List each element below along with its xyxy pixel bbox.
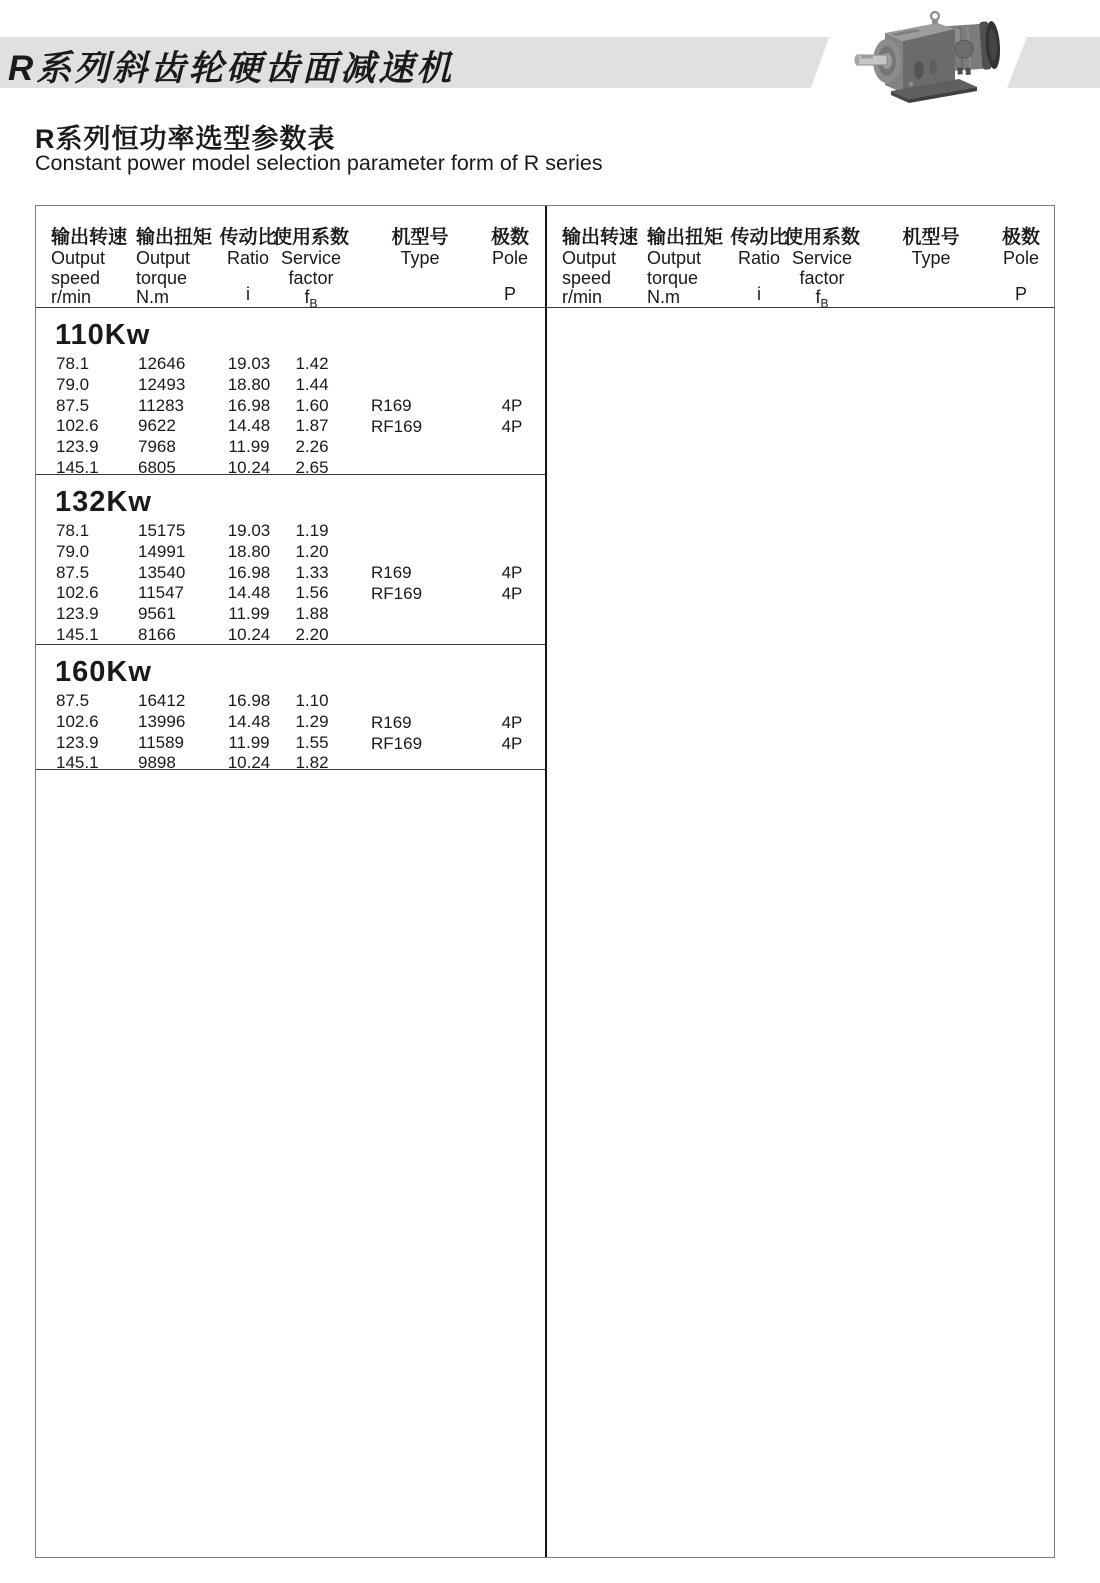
cell-output-speed: 102.6	[56, 711, 99, 731]
cell-service-factor: 1.44	[295, 374, 329, 394]
section-rows	[36, 521, 545, 645]
cell-output-speed: 123.9	[56, 604, 99, 624]
type-value: RF169	[371, 733, 423, 753]
table-row	[36, 521, 545, 542]
table-row	[36, 733, 545, 754]
header-en: Service	[280, 248, 342, 268]
header-zh: 输出扭矩	[647, 227, 724, 248]
table-title-zh: R系列恒功率选型参数表	[35, 124, 336, 154]
header-en: Pole	[1002, 248, 1040, 268]
header-unit: N.m	[136, 287, 169, 307]
factor-symbol: f	[304, 287, 310, 307]
table-row	[36, 437, 545, 458]
column-header-pole	[482, 226, 538, 304]
cell-output-torque: 9622	[138, 416, 176, 436]
power-section	[36, 475, 545, 645]
column-header-ratio	[217, 226, 279, 304]
cell-service-factor: 1.29	[295, 711, 329, 731]
cell-service-factor: 1.33	[295, 562, 329, 582]
cell-output-speed: 145.1	[56, 624, 99, 644]
cell-ratio: 11.99	[228, 437, 270, 457]
header-zh: 输出转速	[51, 227, 128, 248]
header-en: speed	[562, 267, 612, 288]
table-title-en: Constant power model selection parameter form of R series	[35, 151, 603, 175]
table-center-divider	[545, 206, 547, 1557]
cell-output-torque: 11283	[138, 395, 185, 415]
table-panel-right	[547, 206, 1055, 1557]
header-unit-fb	[815, 288, 828, 314]
cell-output-torque: 11589	[138, 732, 185, 752]
cell-ratio: 16.98	[227, 395, 271, 415]
header-unit: r/min	[562, 287, 602, 307]
table-header	[547, 206, 1055, 311]
cell-service-factor: 1.20	[295, 541, 329, 561]
cell-ratio: 10.24	[227, 753, 271, 770]
type-list	[371, 712, 422, 754]
cell-ratio: 14.48	[227, 711, 271, 731]
cell-ratio: 16.98	[227, 562, 271, 582]
column-header-pole	[993, 226, 1049, 304]
cell-ratio: 19.03	[227, 521, 271, 540]
cell-output-speed: 87.5	[56, 562, 90, 582]
section-rows	[36, 354, 545, 475]
header-en: Output	[647, 248, 702, 268]
column-header-service-factor	[784, 226, 861, 311]
pole-list	[486, 712, 538, 754]
type-list	[371, 395, 422, 437]
table-row	[36, 354, 545, 375]
column-header-output-speed	[562, 226, 650, 307]
cell-output-speed: 145.1	[56, 457, 99, 475]
cell-output-speed: 79.0	[56, 541, 90, 561]
pole-value: 4P	[501, 712, 523, 732]
cell-service-factor: 2.20	[295, 624, 329, 644]
table-row	[36, 416, 545, 437]
header-en: Output	[562, 248, 617, 268]
cell-ratio: 10.24	[227, 624, 271, 644]
header-zh: 机型号	[902, 227, 960, 248]
header-unit: P	[503, 284, 516, 304]
table-panel-left	[36, 206, 545, 1557]
cell-output-torque: 9561	[138, 604, 176, 624]
header-zh: 输出扭矩	[136, 227, 213, 248]
cell-ratio: 11.99	[228, 732, 270, 752]
table-row	[36, 542, 545, 563]
cell-service-factor: 1.19	[295, 521, 329, 540]
cell-service-factor: 1.10	[295, 691, 329, 710]
cell-ratio: 14.48	[227, 416, 271, 436]
table-row	[36, 691, 545, 712]
column-header-type	[367, 226, 473, 304]
header-en: torque	[136, 267, 188, 288]
cell-output-torque: 7968	[138, 437, 176, 457]
cell-output-speed: 79.0	[56, 374, 90, 394]
parameter-table	[35, 205, 1055, 1558]
cell-output-torque: 8166	[138, 624, 176, 644]
banner-accent-stripe	[1007, 37, 1100, 88]
cell-service-factor: 1.82	[295, 753, 329, 770]
cell-service-factor: 2.26	[295, 437, 329, 457]
cell-service-factor: 1.88	[295, 604, 329, 624]
header-en: Pole	[491, 248, 529, 268]
pole-list	[486, 395, 538, 437]
cell-output-speed: 102.6	[56, 416, 99, 436]
cell-service-factor: 1.55	[295, 732, 329, 752]
header-unit: N.m	[647, 287, 680, 307]
table-row	[36, 712, 545, 733]
header-en: torque	[647, 267, 699, 288]
cell-output-torque: 13996	[138, 711, 186, 731]
header-zh: 输出转速	[562, 227, 639, 248]
cell-output-torque: 12493	[138, 374, 186, 394]
cell-output-speed: 123.9	[56, 437, 99, 457]
cell-output-speed: 78.1	[56, 354, 90, 373]
type-value: RF169	[371, 584, 423, 604]
cell-output-torque: 14991	[138, 541, 186, 561]
pole-value: 4P	[501, 733, 523, 753]
table-row	[36, 583, 545, 604]
power-section	[36, 645, 545, 770]
header-unit: i	[246, 284, 250, 304]
header-en: Output	[136, 248, 191, 268]
header-zh: 使用系数	[273, 227, 350, 248]
header-en: Type	[400, 248, 440, 268]
header-zh: 传动比	[219, 227, 277, 248]
header-zh: 传动比	[730, 227, 788, 248]
cell-ratio: 18.80	[227, 374, 271, 394]
cell-ratio: 16.98	[227, 691, 271, 710]
cell-output-torque: 12646	[138, 354, 186, 373]
header-en: factor	[288, 267, 334, 288]
power-section	[36, 308, 545, 475]
factor-symbol: f	[815, 287, 821, 307]
table-row	[36, 753, 545, 770]
cell-service-factor: 1.87	[295, 416, 329, 436]
header-en: Ratio	[226, 248, 270, 268]
header-zh: 使用系数	[784, 227, 861, 248]
pole-value: 4P	[501, 563, 523, 583]
cell-service-factor: 1.60	[295, 395, 329, 415]
cell-output-torque: 6805	[138, 457, 176, 475]
gear-reducer-photo	[845, 8, 1010, 103]
header-en: factor	[799, 267, 845, 288]
cell-ratio: 19.03	[227, 354, 271, 373]
column-header-type	[878, 226, 984, 304]
pole-value: 4P	[501, 417, 523, 437]
column-header-service-factor	[273, 226, 350, 311]
cell-output-speed: 87.5	[56, 395, 90, 415]
header-unit: P	[1014, 284, 1027, 304]
power-rating-title: 132Kw	[55, 486, 152, 518]
power-rating-title: 110Kw	[55, 319, 151, 351]
header-en: speed	[51, 267, 101, 288]
header-en: Ratio	[737, 248, 781, 268]
column-header-ratio	[728, 226, 790, 304]
table-row	[36, 563, 545, 584]
header-zh: 机型号	[391, 227, 449, 248]
cell-output-torque: 13540	[138, 562, 186, 582]
header-en: Type	[911, 248, 951, 268]
cell-ratio: 11.99	[228, 604, 270, 624]
header-zh: 极数	[1001, 227, 1040, 248]
cell-output-speed: 145.1	[56, 753, 99, 770]
table-row	[36, 458, 545, 475]
header-en: Service	[791, 248, 853, 268]
cell-output-speed: 123.9	[56, 732, 99, 752]
pole-value: 4P	[501, 396, 523, 416]
column-header-output-speed	[51, 226, 139, 307]
type-list	[371, 562, 422, 604]
section-rows	[36, 691, 545, 770]
table-row	[36, 604, 545, 625]
series-title: R系列斜齿轮硬齿面减速机	[8, 49, 455, 88]
cell-output-torque: 16412	[138, 691, 186, 710]
header-en: Output	[51, 248, 106, 268]
cell-ratio: 10.24	[227, 457, 271, 475]
type-value: RF169	[371, 417, 423, 437]
type-value: R169	[371, 563, 412, 583]
pole-value: 4P	[501, 584, 523, 604]
cell-service-factor: 2.65	[295, 457, 329, 475]
cell-service-factor: 1.42	[295, 354, 329, 373]
type-value: R169	[371, 396, 412, 416]
column-header-output-torque	[647, 226, 732, 307]
header-unit: i	[757, 284, 761, 304]
table-row	[36, 625, 545, 645]
table-row	[36, 375, 545, 396]
cell-output-speed: 78.1	[56, 521, 90, 540]
cell-service-factor: 1.56	[295, 583, 329, 603]
cell-output-speed: 87.5	[56, 691, 90, 710]
table-row	[36, 396, 545, 417]
type-value: R169	[371, 712, 412, 732]
cell-output-speed: 102.6	[56, 583, 99, 603]
factor-subscript: B	[820, 296, 829, 311]
header-unit: r/min	[51, 287, 91, 307]
column-header-output-torque	[136, 226, 221, 307]
factor-subscript: B	[309, 296, 318, 311]
cell-output-torque: 11547	[138, 583, 185, 603]
pole-list	[486, 562, 538, 604]
power-rating-title: 160Kw	[55, 656, 152, 688]
header-zh: 极数	[490, 227, 529, 248]
cell-output-torque: 9898	[138, 753, 176, 770]
sections-left	[36, 308, 545, 770]
cell-ratio: 14.48	[227, 583, 271, 603]
table-header	[36, 206, 545, 311]
cell-output-torque: 15175	[138, 521, 186, 540]
cell-ratio: 18.80	[227, 541, 271, 561]
